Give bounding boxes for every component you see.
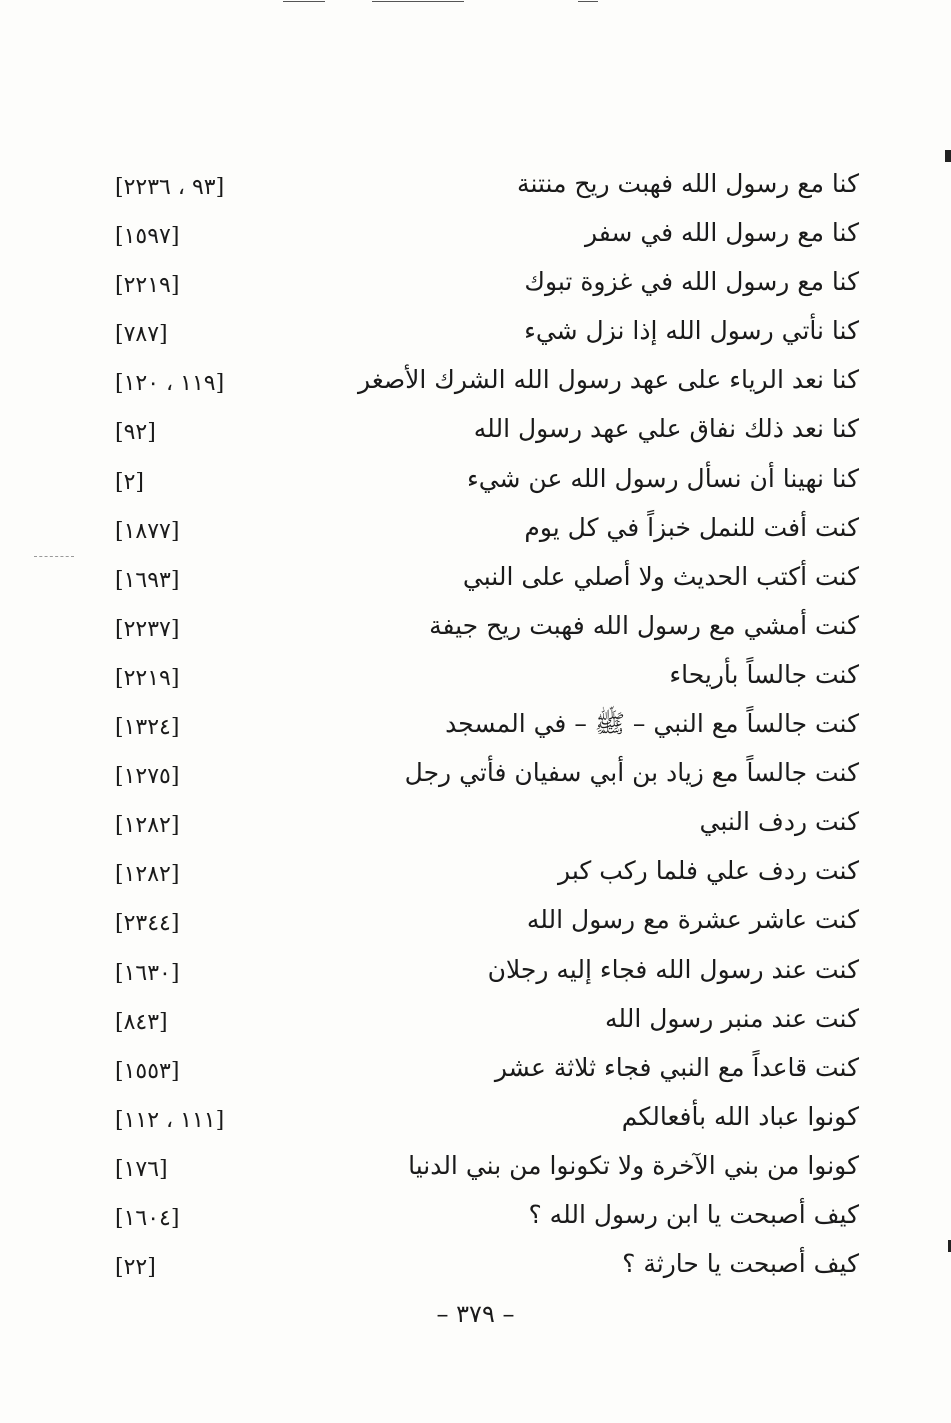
index-entry <box>0 847 951 896</box>
index-entry <box>0 258 951 307</box>
page-number: – ٣٧٩ – <box>436 1300 515 1328</box>
index-entry <box>0 995 951 1044</box>
index-entry <box>0 946 951 995</box>
entry-reference: [١٦٠٤] <box>115 1205 180 1231</box>
entry-reference: [١٣٢٤] <box>115 715 180 741</box>
entry-reference: [٢٢٣٧] <box>115 616 180 642</box>
index-entry <box>0 1240 951 1289</box>
index-entry <box>0 1191 951 1240</box>
index-entry <box>0 160 951 209</box>
index-entry <box>0 405 951 454</box>
index-entry <box>0 1142 951 1191</box>
entry-text: كنت أمشي مع رسول الله فهبت ريح جيفة <box>429 610 859 640</box>
index-entry <box>0 896 951 945</box>
entry-reference: [١٨٧٧] <box>115 518 180 544</box>
entry-reference: [٧٨٧] <box>115 322 168 348</box>
entry-text: كنا نعد الرياء على عهد رسول الله الشرك الأصغر <box>358 365 859 395</box>
entry-reference: [١٧٦] <box>115 1156 168 1182</box>
entry-reference: [٢٢١٩] <box>115 273 180 299</box>
entry-reference: [١٦٩٣] <box>115 567 180 593</box>
index-entry <box>0 798 951 847</box>
entry-reference: [١١٩ ، ١٢٠] <box>115 371 225 397</box>
entry-reference: [١٢٧٥] <box>115 764 180 790</box>
index-entry <box>0 209 951 258</box>
entry-text: كنت ردف علي فلما ركب كبر <box>558 856 859 886</box>
entry-reference: [٩٢] <box>115 420 156 446</box>
entry-text: كنت جالساً مع زياد بن أبي سفيان فأتي رجل <box>404 758 859 788</box>
index-entry <box>0 553 951 602</box>
entry-text: كنت جالساً مع النبي – ﷺ – في المسجد <box>445 709 859 739</box>
entry-text: كنت أكتب الحديث ولا أصلي على النبي <box>462 561 859 591</box>
index-entry <box>0 307 951 356</box>
entry-reference: [١٥٩٧] <box>115 224 180 250</box>
entry-text: كيف أصبحت يا ابن رسول الله ؟ <box>528 1199 859 1229</box>
index-entry <box>0 651 951 700</box>
entry-reference: [٩٣ ، ٢٢٣٦] <box>115 175 225 200</box>
index-entry <box>0 1044 951 1093</box>
top-rule-right <box>578 1 598 2</box>
entry-text: كنت أفت للنمل خبزاً في كل يوم <box>524 512 859 542</box>
entry-text: كنت عند رسول الله فجاء إليه رجلان <box>487 954 859 984</box>
entry-text: كنت قاعداً مع النبي فجاء ثلاثة عشر <box>494 1052 859 1082</box>
entry-text: كنت جالساً بأريحاء <box>669 659 859 689</box>
entry-reference: [١٦٣٠] <box>115 960 180 986</box>
entry-reference: [١١١ ، ١١٢] <box>115 1107 225 1133</box>
hadith-index-list <box>0 160 951 1289</box>
top-rule-center <box>372 1 464 2</box>
entry-text: كونوا عباد الله بأفعالكم <box>621 1101 859 1131</box>
entry-text: كنا مع رسول الله في سفر <box>584 218 859 248</box>
entry-text: كنا مع رسول الله في غزوة تبوك <box>524 267 859 297</box>
entry-reference: [١٢٨٢] <box>115 813 180 839</box>
entry-reference: [٢٢] <box>115 1255 156 1281</box>
entry-text: كنا نهينا أن نسأل رسول الله عن شيء <box>466 463 859 493</box>
entry-reference: [٢٢١٩] <box>115 665 180 691</box>
entry-text: كونوا من بني الآخرة ولا تكونوا من بني الدنيا <box>408 1150 859 1180</box>
entry-reference: [٨٤٣] <box>115 1009 168 1035</box>
entry-text: كنا مع رسول الله فهبت ريح منتنة <box>517 169 859 198</box>
entry-reference: [١٢٨٢] <box>115 862 180 888</box>
index-entry <box>0 1093 951 1142</box>
entry-reference: [٢٣٤٤] <box>115 911 180 937</box>
entry-text: كنت ردف النبي <box>699 807 859 837</box>
entry-text: كنت عند منبر رسول الله <box>605 1003 859 1033</box>
entry-text: كنت عاشر عشرة مع رسول الله <box>526 905 859 935</box>
index-entry <box>0 700 951 749</box>
top-rule-left <box>283 1 325 2</box>
entry-reference: [١٥٥٣] <box>115 1058 180 1084</box>
entry-text: كنا نأتي رسول الله إذا نزل شيء <box>524 316 859 346</box>
entry-text: كيف أصبحت يا حارثة ؟ <box>622 1249 859 1279</box>
index-entry <box>0 749 951 798</box>
index-entry <box>0 602 951 651</box>
index-entry <box>0 356 951 405</box>
entry-text: كنا نعد ذلك نفاق علي عهد رسول الله <box>473 414 859 444</box>
entry-reference: [٢] <box>115 469 145 495</box>
index-entry <box>0 455 951 504</box>
index-entry <box>0 504 951 553</box>
